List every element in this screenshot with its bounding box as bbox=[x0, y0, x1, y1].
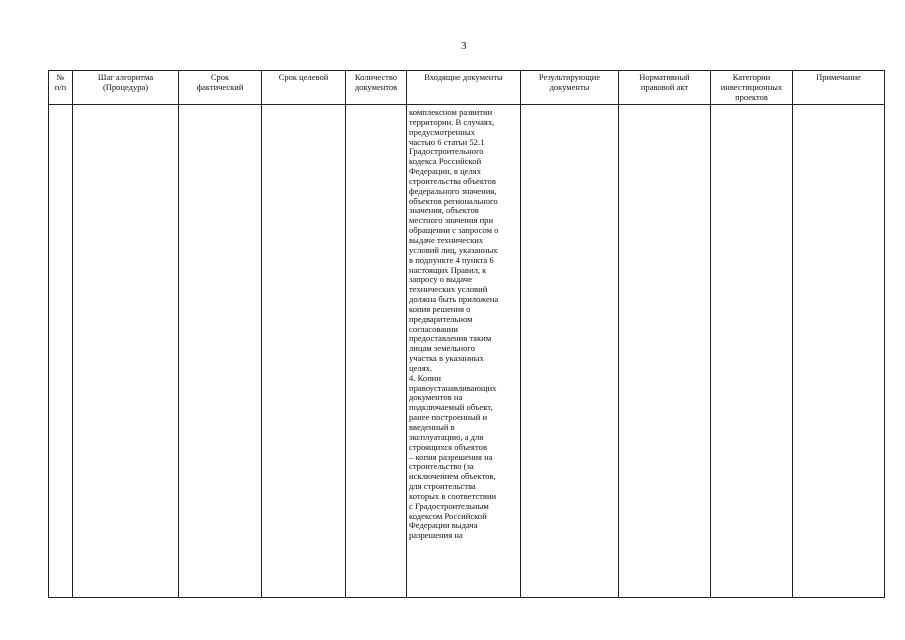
text-line: предварительном bbox=[409, 313, 473, 324]
text-line: эксплуатацию, а для bbox=[409, 431, 484, 442]
algorithm-table bbox=[48, 70, 885, 598]
header-line: Шаг алгоритма bbox=[97, 72, 154, 82]
text-line: частью 6 статьи 52.1 bbox=[409, 136, 485, 147]
header-line: Срок bbox=[210, 72, 230, 82]
header-incoming-documents bbox=[407, 71, 521, 105]
text-line: значения, объектов bbox=[409, 205, 479, 216]
header-line: документы bbox=[549, 82, 590, 92]
text-line: которых в соответствии bbox=[409, 490, 497, 501]
text-line: 4. Копии bbox=[409, 372, 441, 383]
header-line: п/п bbox=[54, 82, 67, 92]
text-line: предусмотренных bbox=[409, 126, 475, 137]
header-line: правовой акт bbox=[640, 82, 689, 92]
header-number bbox=[49, 71, 73, 105]
header-actual-term bbox=[179, 71, 262, 105]
text-line: Федерации выдача bbox=[409, 520, 478, 531]
header-project-categories bbox=[711, 71, 793, 105]
header-line: проектов bbox=[735, 92, 768, 102]
header-note bbox=[793, 71, 885, 105]
text-line: строительство (за bbox=[409, 461, 474, 472]
header-line: инвестиционных bbox=[720, 82, 783, 92]
text-line: согласовании bbox=[409, 323, 458, 334]
incoming-documents-text bbox=[407, 105, 520, 541]
header-resulting-documents bbox=[521, 71, 619, 105]
table-row bbox=[49, 105, 885, 598]
header-line: № bbox=[56, 72, 65, 82]
cell-resulting-documents bbox=[521, 105, 619, 598]
text-line: строительства объектов bbox=[409, 175, 496, 186]
text-line: настоящих Правил, к bbox=[409, 264, 487, 275]
text-line: разрешения на bbox=[409, 530, 463, 541]
text-line: кодекса Российской bbox=[409, 156, 482, 167]
cell-number bbox=[49, 105, 73, 598]
cell-target-term bbox=[262, 105, 346, 598]
header-line: (Процедура) bbox=[102, 82, 149, 92]
header-line: Нормативный bbox=[639, 72, 690, 82]
text-line: правоустанавливающих bbox=[409, 382, 497, 393]
cell-actual-term bbox=[179, 105, 262, 598]
text-line: – копия разрешения на bbox=[409, 451, 493, 462]
text-line: должна быть приложена bbox=[409, 294, 499, 305]
header-legal-act bbox=[619, 71, 711, 105]
text-line: для строительства bbox=[409, 481, 476, 492]
cell-incoming-documents bbox=[407, 105, 521, 598]
text-line: федерального значения, bbox=[409, 185, 497, 196]
text-line: предоставления таким bbox=[409, 333, 492, 344]
text-line: запросу о выдаче bbox=[409, 274, 472, 285]
header-target-term bbox=[262, 71, 346, 105]
text-line: территории. В случаях, bbox=[409, 116, 495, 127]
text-line: целях. bbox=[409, 362, 433, 373]
header-line: Срок целевой bbox=[278, 72, 329, 82]
page-number: 3 bbox=[461, 40, 467, 52]
text-line: участка в указанных bbox=[409, 353, 484, 364]
text-line: Градостроительного bbox=[409, 146, 484, 157]
header-line: фактический bbox=[196, 82, 244, 92]
cell-note bbox=[793, 105, 885, 598]
text-line: исключением объектов, bbox=[409, 471, 496, 482]
header-documents-count bbox=[346, 71, 407, 105]
text-line: копия решения о bbox=[409, 303, 471, 314]
text-line: строящихся объектов bbox=[409, 441, 488, 452]
header-line: Примечание bbox=[816, 72, 861, 82]
header-line: Результирующие bbox=[538, 72, 601, 82]
text-line: лицам земельного bbox=[409, 343, 476, 354]
text-line: в подпункте 4 пункта 6 bbox=[409, 254, 494, 265]
text-line: выдаче технических bbox=[409, 234, 484, 245]
text-line: обращении с запросом о bbox=[409, 225, 499, 236]
cell-legal-act bbox=[619, 105, 711, 598]
cell-algorithm-step bbox=[73, 105, 179, 598]
text-line: местного значения при bbox=[409, 215, 494, 226]
text-line: с Градостроительным bbox=[409, 500, 489, 511]
header-algorithm-step bbox=[73, 71, 179, 105]
text-line: ранее построенный и bbox=[409, 412, 488, 423]
header-line: документов bbox=[354, 82, 398, 92]
cell-project-categories bbox=[711, 105, 793, 598]
text-line: введенный в bbox=[409, 422, 455, 432]
text-line: технических условий bbox=[409, 284, 488, 295]
text-line: кодексом Российской bbox=[409, 510, 487, 521]
text-line: объектов регионального bbox=[409, 195, 498, 206]
text-line: комплексном развитии bbox=[409, 107, 493, 117]
header-line: Количество bbox=[354, 72, 398, 82]
text-line: подключаемый объект, bbox=[409, 402, 493, 413]
cell-documents-count bbox=[346, 105, 407, 598]
header-line: Категории bbox=[732, 72, 771, 82]
text-line: условий лиц, указанных bbox=[409, 244, 498, 255]
header-line: Входящие документы bbox=[424, 72, 503, 82]
text-line: Федерации, в целях bbox=[409, 166, 482, 177]
table-header-row bbox=[49, 71, 885, 105]
text-line: документов на bbox=[409, 392, 463, 403]
